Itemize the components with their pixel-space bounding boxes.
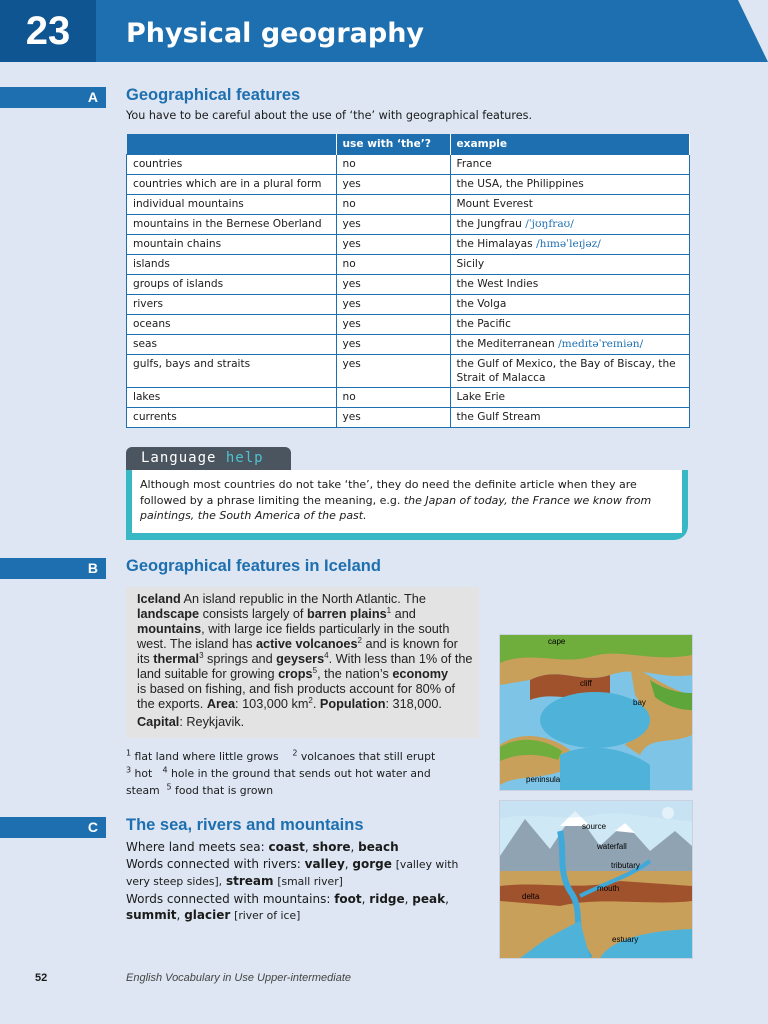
language-help-tab bbox=[126, 447, 291, 470]
table-cell-feature: groups of islands bbox=[127, 275, 337, 295]
ipa-transcription: /hɪməˈleɪjəz/ bbox=[536, 238, 601, 250]
table-row bbox=[127, 235, 690, 255]
iceland-text bbox=[137, 592, 473, 730]
geography-table bbox=[126, 134, 690, 428]
section-tab-a: A bbox=[0, 87, 106, 108]
table-cell-example: the Himalayas /hɪməˈleɪjəz/ bbox=[450, 235, 690, 255]
section-b-title: Geographical features in Iceland bbox=[126, 557, 381, 575]
table-cell-use: no bbox=[336, 155, 450, 175]
unit-number: 23 bbox=[0, 0, 96, 62]
table-header-feature bbox=[127, 134, 337, 155]
table-cell-use: yes bbox=[336, 355, 450, 388]
table-row bbox=[127, 215, 690, 235]
table-header-example: example bbox=[450, 134, 690, 155]
table-header-row bbox=[127, 134, 690, 155]
table-cell-feature: rivers bbox=[127, 295, 337, 315]
table-cell-example: the Gulf Stream bbox=[450, 408, 690, 428]
table-cell-example: the USA, the Philippines bbox=[450, 175, 690, 195]
table-cell-use: yes bbox=[336, 295, 450, 315]
label-bay: bay bbox=[633, 698, 646, 707]
iceland-para-4: Capital: Reykjavik. bbox=[137, 715, 245, 729]
label-cape: cape bbox=[548, 637, 566, 646]
table-body bbox=[127, 155, 690, 428]
table-cell-use: yes bbox=[336, 215, 450, 235]
table-cell-use: yes bbox=[336, 175, 450, 195]
table-cell-use: yes bbox=[336, 335, 450, 355]
table-cell-example: the Pacific bbox=[450, 315, 690, 335]
table-cell-use: no bbox=[336, 255, 450, 275]
river-words: Words connected with rivers: valley, gorge [valley with very steep sides], stream [small river] bbox=[126, 856, 459, 888]
table-row bbox=[127, 388, 690, 408]
table-row bbox=[127, 195, 690, 215]
section-c-text bbox=[126, 839, 461, 925]
table-cell-feature: lakes bbox=[127, 388, 337, 408]
section-tab-c: C bbox=[0, 817, 106, 838]
table-cell-use: yes bbox=[336, 275, 450, 295]
table-cell-feature: individual mountains bbox=[127, 195, 337, 215]
table-cell-example: the Jungfrau /ˈjʊŋfraʊ/ bbox=[450, 215, 690, 235]
language-help-text bbox=[140, 477, 680, 524]
table-cell-use: no bbox=[336, 388, 450, 408]
label-delta: delta bbox=[522, 892, 540, 901]
label-peninsula: peninsula bbox=[526, 775, 561, 784]
table-cell-feature: islands bbox=[127, 255, 337, 275]
table-cell-example: the Volga bbox=[450, 295, 690, 315]
iceland-para-1: Iceland An island republic in the North Atlantic. The landscape consists largely of barren plains$^1$ and bbox=[137, 592, 426, 621]
unit-title: Physical geography bbox=[126, 18, 425, 49]
table-cell-feature: currents bbox=[127, 408, 337, 428]
iceland-para-3: is based on fishing, and fish products account for 80% of the exports. Area: 103,000 $km^2$. Population: 318,000. bbox=[137, 682, 456, 711]
footnotes: $^1$ flat land where little grows $^2$ volcanoes that still erupt $^3$ hot $^4$ hole in the ground that sends out hot water and steam $^5$ food that is grown bbox=[126, 748, 436, 797]
table-cell-feature: gulfs, bays and straits bbox=[127, 355, 337, 388]
table-cell-example: Lake Erie bbox=[450, 388, 690, 408]
table-cell-feature: mountains in the Bernese Oberland bbox=[127, 215, 337, 235]
table-cell-example: the Mediterranean /medɪtəˈreɪniən/ bbox=[450, 335, 690, 355]
label-cliff: cliff bbox=[580, 679, 592, 688]
ipa-transcription: /medɪtəˈreɪniən/ bbox=[558, 338, 644, 350]
table-cell-use: yes bbox=[336, 315, 450, 335]
section-a-title: Geographical features bbox=[126, 86, 301, 104]
section-a-intro: You have to be careful about the use of ‘the’ with geographical features. bbox=[126, 109, 533, 122]
label-mouth: mouth bbox=[597, 884, 620, 893]
table-cell-example: the Gulf of Mexico, the Bay of Biscay, the Strait of Malacca bbox=[450, 355, 690, 388]
table-row bbox=[127, 155, 690, 175]
table-cell-example: Sicily bbox=[450, 255, 690, 275]
language-help-italic: the Japan of today, the France we know from paintings, the South America of the past. bbox=[140, 493, 652, 522]
label-estuary: estuary bbox=[612, 935, 639, 944]
label-waterfall: waterfall bbox=[597, 842, 627, 851]
table-row bbox=[127, 408, 690, 428]
language-help-word1: Language bbox=[141, 450, 217, 466]
table-cell-use: yes bbox=[336, 235, 450, 255]
table-cell-feature: seas bbox=[127, 335, 337, 355]
table-cell-feature: mountain chains bbox=[127, 235, 337, 255]
ipa-transcription: /ˈjʊŋfraʊ/ bbox=[525, 218, 574, 230]
river-illustration bbox=[499, 800, 693, 959]
book-title: English Vocabulary in Use Upper-intermediate bbox=[126, 972, 352, 984]
table-cell-feature: countries bbox=[127, 155, 337, 175]
language-help-plain: Although most countries do not take ‘the’, they do need the definite article when they are followed by a phrase limiting the meaning, e.g. bbox=[140, 478, 637, 507]
table-row bbox=[127, 255, 690, 275]
section-tab-b: B bbox=[0, 558, 106, 579]
table-cell-use: no bbox=[336, 195, 450, 215]
section-c-title: The sea, rivers and mountains bbox=[126, 816, 364, 834]
table-row bbox=[127, 355, 690, 388]
table-cell-example: Mount Everest bbox=[450, 195, 690, 215]
label-source: source bbox=[582, 822, 607, 831]
sea-words: Where land meets sea: coast, shore, beach bbox=[126, 840, 399, 854]
header-notch bbox=[738, 0, 768, 62]
table-row bbox=[127, 175, 690, 195]
coast-illustration bbox=[499, 634, 693, 791]
table-cell-use: yes bbox=[336, 408, 450, 428]
table-row bbox=[127, 295, 690, 315]
table-header-use: use with ‘the’? bbox=[336, 134, 450, 155]
page-number: 52 bbox=[35, 972, 48, 984]
table-cell-example: France bbox=[450, 155, 690, 175]
table-row bbox=[127, 335, 690, 355]
table-cell-feature: countries which are in a plural form bbox=[127, 175, 337, 195]
iceland-para-2: mountains, with large ice fields particularly in the south west. The island has active volcanoes$^2$ and is known for its thermal$^3$ springs and geysers$^4$. With less than 1% of the land suitable for growing crops$^5$, the nation’s economy bbox=[137, 622, 473, 681]
table-cell-example: the West Indies bbox=[450, 275, 690, 295]
table-cell-feature: oceans bbox=[127, 315, 337, 335]
label-tributary: tributary bbox=[611, 861, 640, 870]
table-row bbox=[127, 275, 690, 295]
mountain-words: Words connected with mountains: foot, ridge, peak, summit, glacier [river of ice] bbox=[126, 891, 449, 922]
table-row bbox=[127, 315, 690, 335]
language-help-word2: help bbox=[225, 450, 264, 466]
